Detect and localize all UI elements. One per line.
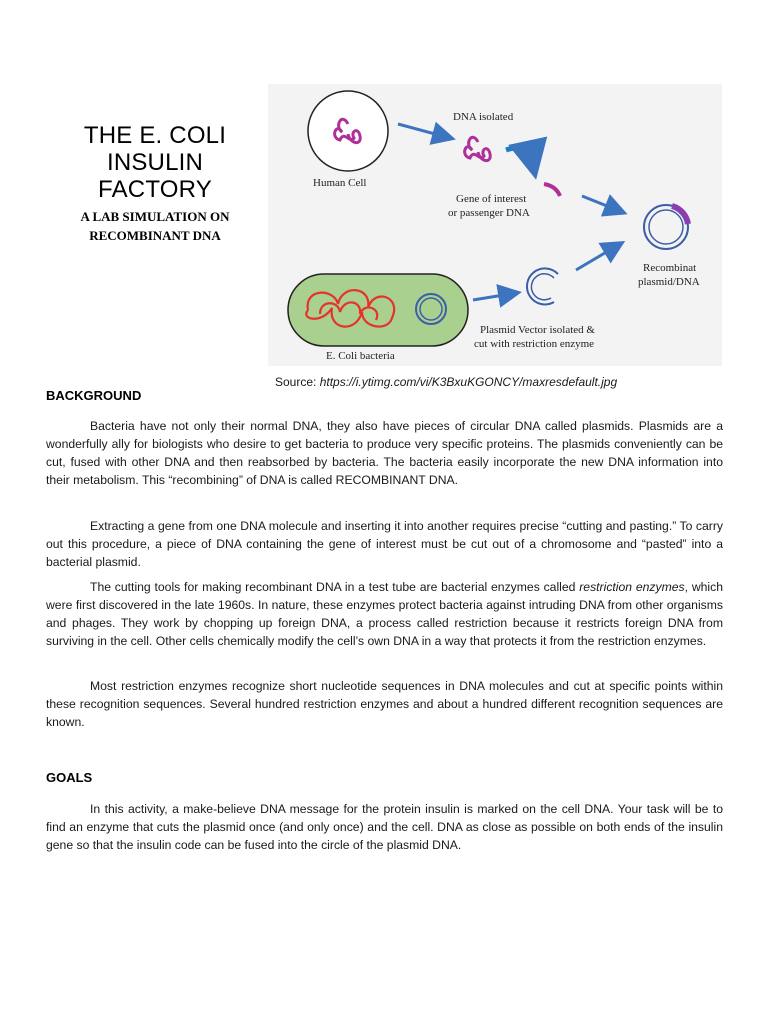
goals-paragraph: In this activity, a make-believe DNA message for the protein insulin is marked on the cell DNA. Your task will be to find an enzyme that cuts the plasmid once (and only once) and the cell. DNA as close as possible on both ends of the insulin gene so that the insulin code can be fused into the circle of the plasmid DNA. xyxy=(46,802,723,852)
cut-plasmid-inner xyxy=(531,274,554,300)
recombinant-dna-figure xyxy=(268,84,722,366)
gene-label-line-1: Gene of interest xyxy=(456,193,527,205)
inserted-gene-arc xyxy=(672,206,688,224)
arrow-to-cut-plasmid xyxy=(473,293,516,300)
p3-text-start: The cutting tools for making recombinant DNA in a test tube are bacterial enzymes called xyxy=(90,580,580,594)
source-prefix: Source: xyxy=(275,375,320,389)
background-paragraph-3 xyxy=(46,578,723,650)
subtitle xyxy=(60,207,250,245)
source-url: https://i.ytimg.com/vi/K3BxuKGONCY/maxresdefault.jpg xyxy=(319,375,618,389)
isolated-dna-coil xyxy=(465,137,491,160)
plasmid-label-line-1: Plasmid Vector isolated & xyxy=(480,324,595,336)
background-heading: BACKGROUND xyxy=(46,388,142,403)
arrow-plasmid-to-recombinant xyxy=(576,244,620,270)
figure-source xyxy=(275,375,617,389)
p3-text-end: , which were first discovered in the late 1960s. In nature, these enzymes protect bacteria against intruding DNA from other organisms and phages. They work by chopping up foreign DNA, a process called restriction because it restricts foreign DNA from surviving in the cell. Other cells chemically modify the cell’s own DNA in a way that protects it from the restriction enzymes. xyxy=(46,580,723,648)
ecoli-label: E. Coli bacteria xyxy=(326,350,395,362)
ecoli-bacteria-body xyxy=(288,274,468,346)
gene-label-line-2: or passenger DNA xyxy=(448,207,530,219)
recombinant-label-line-1: Recombinat xyxy=(643,262,697,274)
goals-heading: GOALS xyxy=(46,770,93,785)
title-line-3: FACTORY xyxy=(98,176,212,203)
arrow-gene-to-recombinant xyxy=(582,196,622,212)
recombinant-plasmid-inner xyxy=(649,210,683,244)
human-cell-label: Human Cell xyxy=(313,177,367,189)
subtitle-line-2: RECOMBINANT DNA xyxy=(89,228,221,243)
background-paragraph-1: Bacteria have not only their normal DNA, they also have pieces of circular DNA called plasmids. Plasmids are a wonderfully ally for biologists who desire to get bacteria to produce very specific proteins. The plasmids conveniently can be cut, fused with other DNA and then reabsorbed by bacteria. The bacteria easily incorporate the new DNA information into their metabolism. This “recombining” of DNA is called RECOMBINANT DNA. xyxy=(46,419,723,487)
document-title xyxy=(60,122,250,245)
p3-italic-term: restriction enzymes xyxy=(579,580,685,594)
title-line-2: INSULIN xyxy=(106,149,204,176)
diagram-svg xyxy=(268,84,722,366)
plasmid-label-line-2: cut with restriction enzyme xyxy=(474,338,595,350)
human-cell-circle xyxy=(308,91,388,171)
dna-isolated-label: DNA isolated xyxy=(453,111,514,123)
background-paragraph-2: Extracting a gene from one DNA molecule and inserting it into another requires precise “cutting and pasting.” To carry out this procedure, a piece of DNA containing the gene of interest must be cut out of a chromosome and “pasted” into a bacterial plasmid. xyxy=(46,519,723,569)
title-line-1: THE E. COLI xyxy=(83,122,227,149)
recombinant-label-line-2: plasmid/DNA xyxy=(638,276,700,288)
subtitle-line-1: A LAB SIMULATION ON xyxy=(80,209,230,224)
gene-of-interest-segment xyxy=(544,184,560,196)
arrow-to-dna-isolated xyxy=(398,124,450,138)
background-paragraph-4: Most restriction enzymes recognize short nucleotide sequences in DNA molecules and cut at specific points within these recognition sequences. Several hundred restriction enzymes and about a hundred different recognition sequences are known. xyxy=(46,679,723,729)
curved-arrow xyxy=(506,148,534,170)
